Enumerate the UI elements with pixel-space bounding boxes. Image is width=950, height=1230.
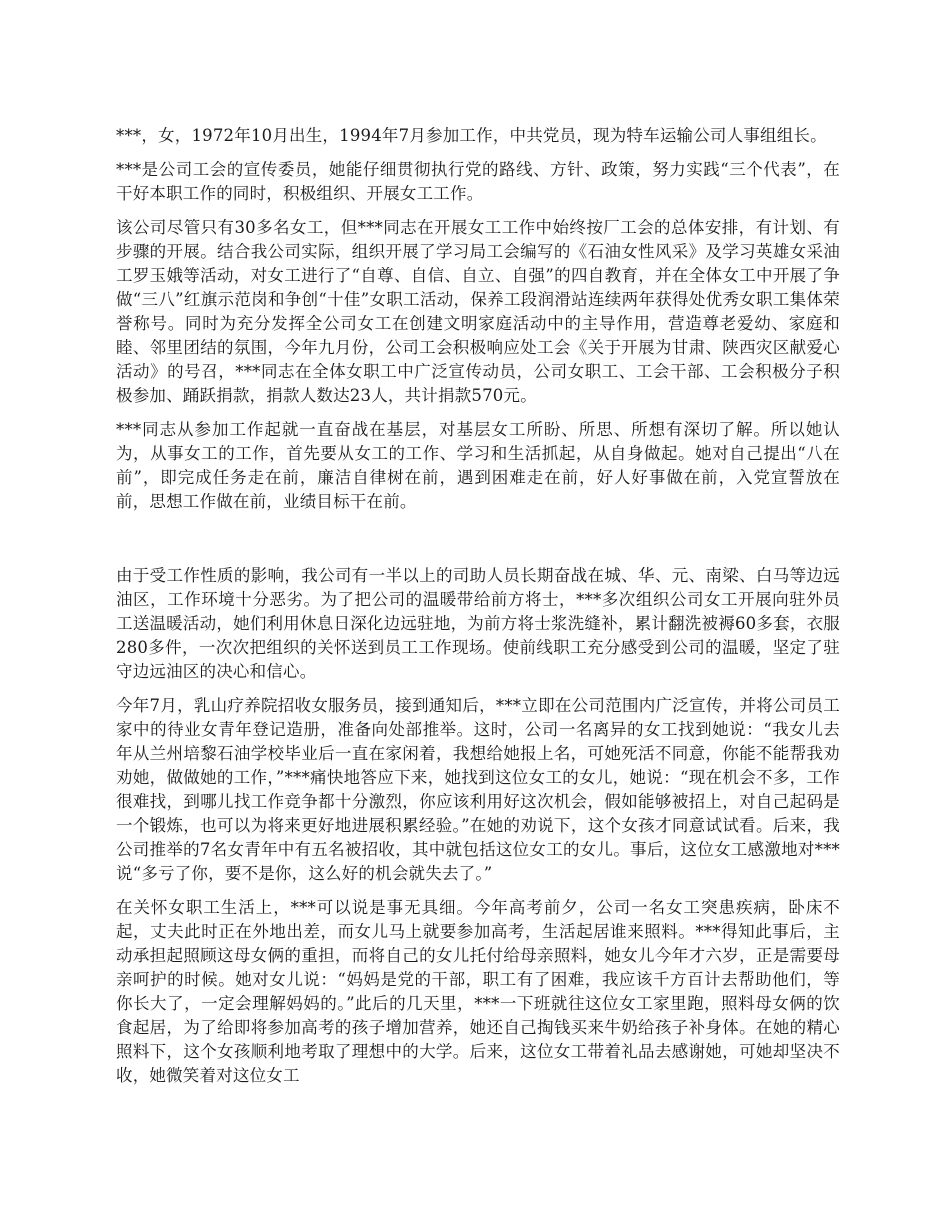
document-body (116, 124, 840, 1088)
paragraph-eight-fronts: ***同志从参加工作起就一直奋战在基层，对基层女工所盼、所思、所想有深切了解。所以她认为，从事女工的工作，首先要从女工的工作、学习和生活抓起，从自身做起。她对自己提出“八在前”，即完成任务走在前，廉洁自律树在前，遇到困难走在前，好人好事做在前，入党宣誓放在前，思想工作做在前，业绩目标干在前。 (116, 420, 840, 511)
paragraph-activities: 该公司尽管只有30多名女工，但***同志在开展女工工作中始终按厂工会的总体安排，有计划、有步骤的开展。结合我公司实际，组织开展了学习局工会编写的《石油女性风采》及学习英雄女采油工罗玉娥等活动，对女工进行了“自尊、自信、自立、自强”的四自教育，并在全体女工中开展了争做“三八”红旗示范岗和争创“十佳”女职工活动，保养工段润滑站连续两年获得处优秀女职工集体荣誉称号。同时为充分发挥全公司女工在创建文明家庭活动中的主导作用，营造尊老爱幼、家庭和睦、邻里团结的氛围，今年九月份，公司工会积极响应处工会《关于开展为甘肃、陕西灾区献爱心活动》的号召，***同志在全体女职工中广泛宣传动员，公司女职工、工会干部、工会积极分子积极参加、踊跃捐款，捐款人数达23人，共计捐款570元。 (116, 218, 840, 405)
paragraph-profile: ***，女，1972年10月出生，1994年7月参加工作，中共党员，现为特车运输公司人事组组长。 (116, 126, 827, 145)
paragraph-life-care: 在关怀女职工生活上，***可以说是事无具细。今年高考前夕，公司一名女工突患疾病，卧床不起，丈夫此时正在外地出差，而女儿马上就要参加高考，生活起居谁来照料。***得知此事后，主动承担起照顾这母女俩的重担，而将自己的女儿托付给母亲照料，她女儿今年才六岁，正是需要母亲呵护的时候。她对女儿说：“妈妈是党的干部，职工有了困难，我应该千方百计去帮助他们，等你长大了，一定会理解妈妈的。”此后的几天里，***一下班就往这位女工家里跑，照料母女俩的饮食起居，为了给即将参加高考的孩子增加营养，她还自己掏钱买来牛奶给孩子补身体。在她的精心照料下，这个女孩顺利地考取了理想中的大学。后来，这位女工带着礼品去感谢她，可她却坚决不收，她微笑着对这位女工 (116, 898, 840, 1085)
paragraph-recruitment: 今年7月，乳山疗养院招收女服务员，接到通知后，***立即在公司范围内广泛宣传，并将公司员工家中的待业女青年登记造册，准备向处部推举。这时，公司一名离异的女工找到她说：“我女儿去年从兰州培黎石油学校毕业后一直在家闲着，我想给她报上名，可她死活不同意，你能不能帮我劝劝她，做做她的工作，”***痛快地答应下来，她找到这位女工的女儿，她说：“现在机会不多，工作很难找，到哪儿找工作竞争都十分激烈，你应该利用好这次机会，假如能够被招上，对自己起码是一个锻炼，也可以为将来更好地进展积累经验。”在她的劝说下，这个女孩才同意试试看。后来，我公司推举的7名女青年中有五名被招收，其中就包括这位女工的女儿。事后，这位女工感激地对***说“多亏了你，要不是你，这么好的机会就失去了。” (116, 696, 840, 883)
paragraph-union-role: ***是公司工会的宣传委员，她能仔细贯彻执行党的路线、方针、政策，努力实践“三个代表”，在干好本职工作的同时，积极组织、开展女工工作。 (116, 160, 840, 203)
paragraph-frontline-care: 由于受工作性质的影响，我公司有一半以上的司助人员长期奋战在城、华、元、南梁、白马等边远油区，工作环境十分恶劣。为了把公司的温暖带给前方将士，***多次组织公司女工开展向驻外员工送温暖活动，她们利用休息日深化边远驻地，为前方将士浆洗缝补，累计翻洗被褥60多套，衣服280多件，一次次把组织的关怀送到员工工作现场。使前线职工充分感受到公司的温暖，坚定了驻守边远油区的决心和信心。 (116, 566, 840, 681)
